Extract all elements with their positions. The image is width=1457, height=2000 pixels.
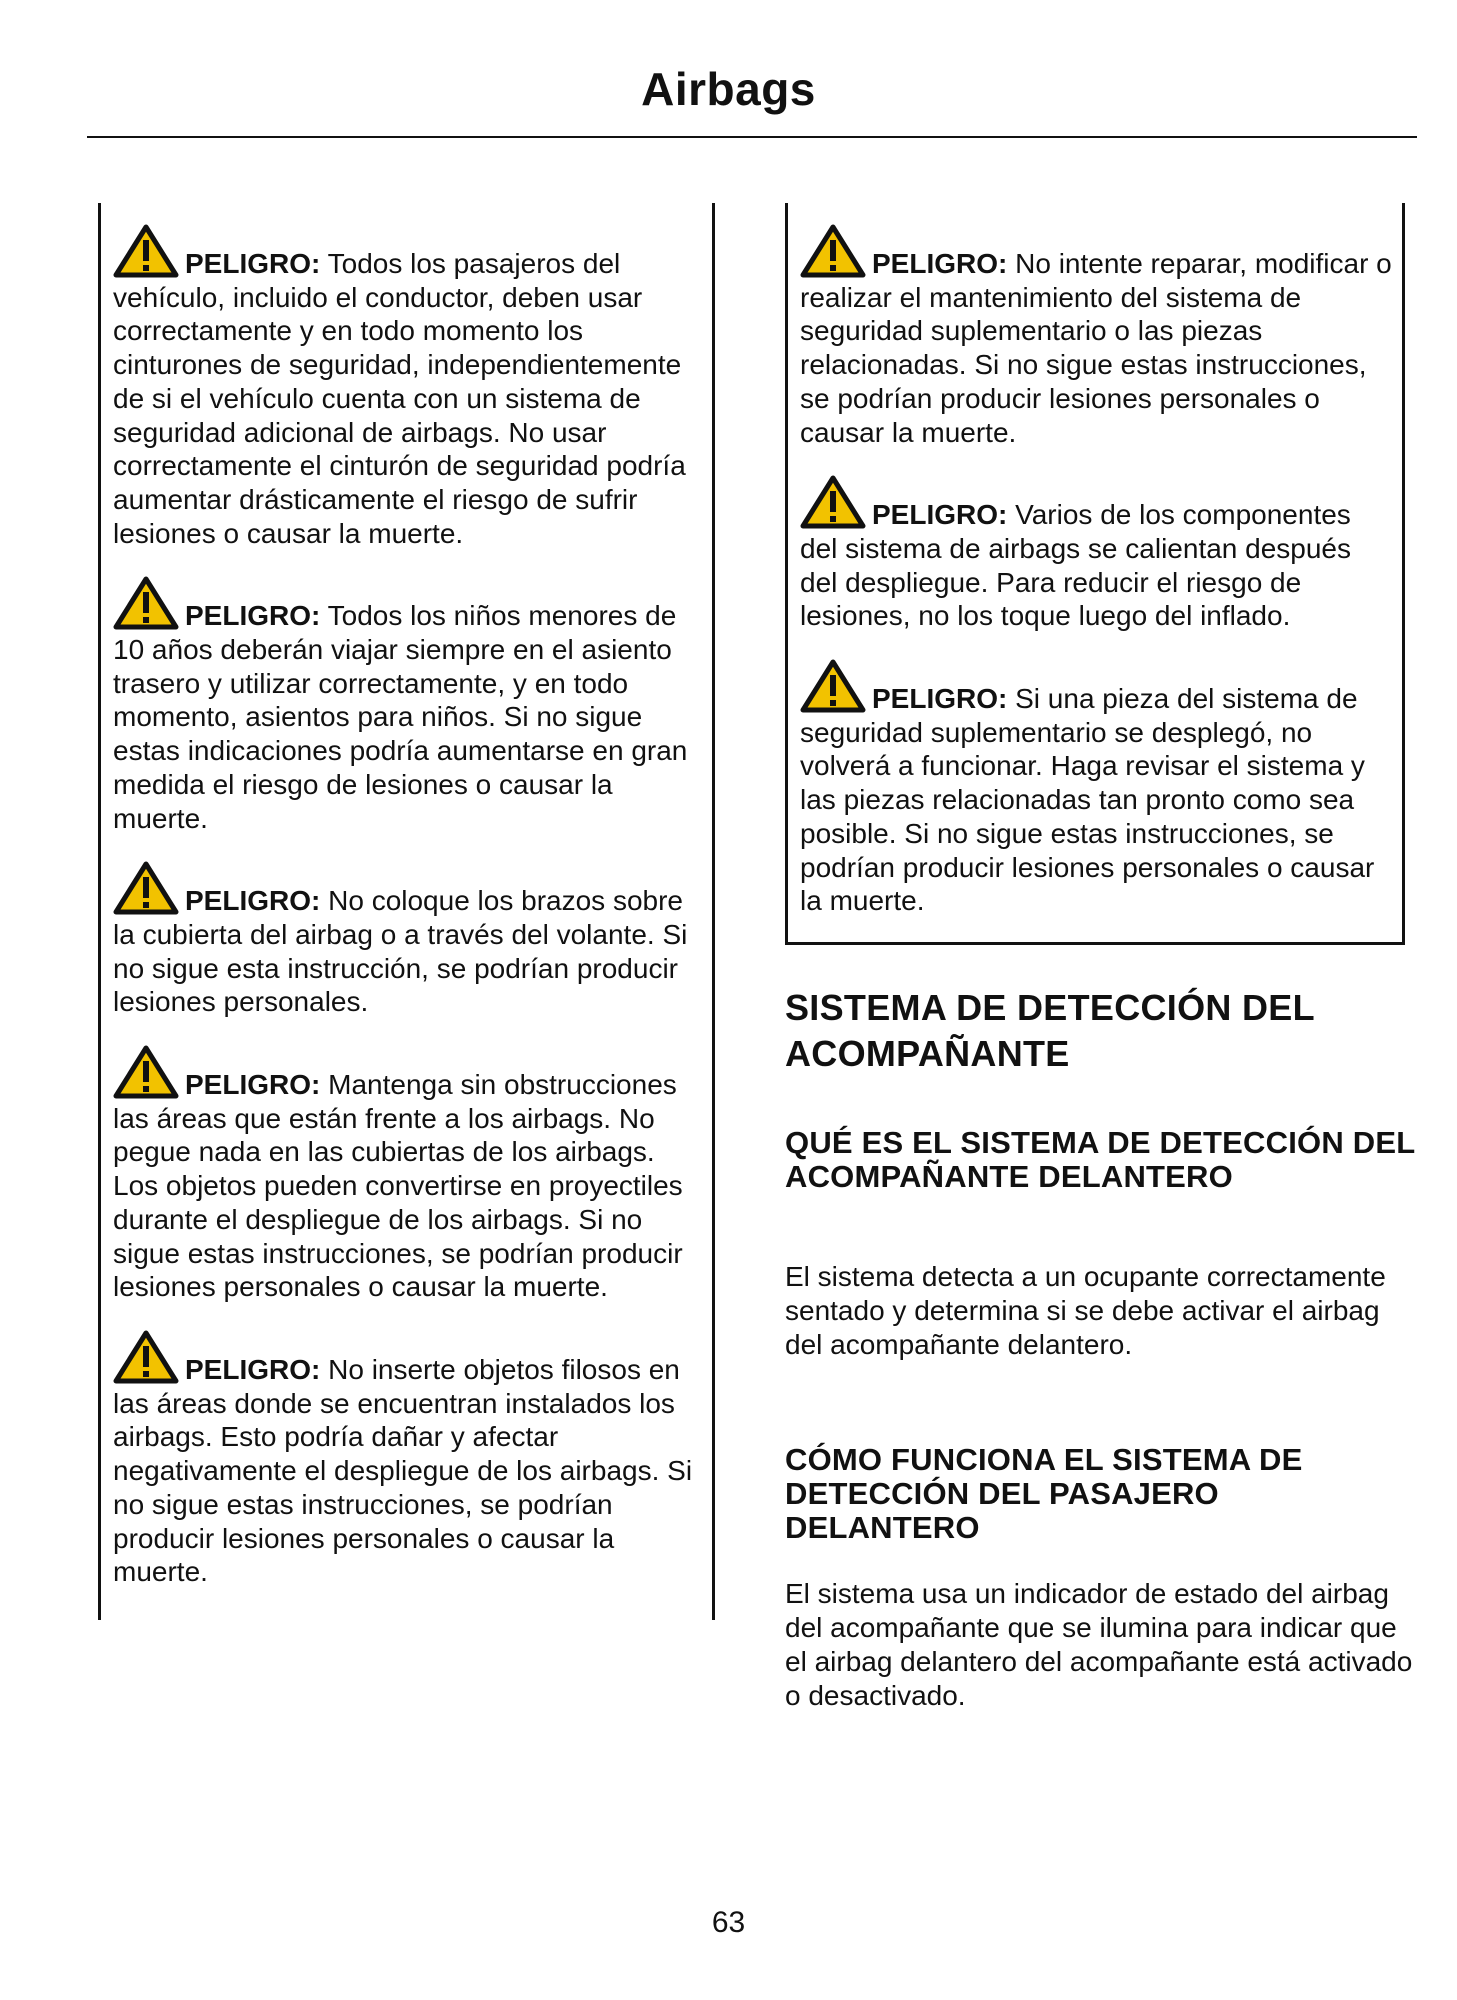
warning-block [800,658,1392,918]
right-warning-box [785,203,1405,945]
warning-triangle-icon [113,575,179,631]
warning-label: PELIGRO: [872,683,1008,715]
warning-label: PELIGRO: [185,1353,321,1385]
warning-text: Todos los niños menores de 10 años deberán viajar siempre en el asiento trasero y utilizar correctamente, y en todo momento, asientos para niños. Si no sigue estas indicaciones podría aumentarse en gran medida el riesgo de lesiones o causar la muerte. [113,600,688,834]
page-title: Airbags [641,63,816,115]
warning-label: PELIGRO: [185,885,321,917]
subsection-body-how-it-works: El sistema usa un indicador de estado del airbag del acompañante que se ilumina para indicar que el airbag delantero del acompañante está activado o desactivado. [785,1578,1413,1711]
warning-text: No coloque los brazos sobre la cubierta del airbag o a través del volante. Si no sigue esta instrucción, se podrían producir lesiones personales. [113,885,688,1018]
section-title: SISTEMA DE DETECCIÓN DEL ACOMPAÑANTE [785,987,1315,1074]
warning-text: Si una pieza del sistema de seguridad suplementario se desplegó, no volverá a funcionar. Haga revisar el sistema y las piezas relacionadas tan pronto como sea posible. Si no sigue estas instrucciones, se podrían producir lesiones personales o causar la muerte. [800,683,1375,917]
warning-block [113,575,702,835]
warning-triangle-icon [800,474,866,530]
warning-triangle-icon [113,1044,179,1100]
subsection-title-how-it-works: CÓMO FUNCIONA EL SISTEMA DE DETECCIÓN DEL PASAJERO DELANTERO [785,1442,1303,1545]
warning-label: PELIGRO: [185,600,321,632]
warning-block [800,474,1392,633]
warning-triangle-icon [800,658,866,714]
warning-label: PELIGRO: [185,1069,321,1101]
subsection-title-what-is: QUÉ ES EL SISTEMA DE DETECCIÓN DEL ACOMPAÑANTE DELANTERO [785,1125,1415,1194]
warning-label: PELIGRO: [185,248,321,279]
warning-text: Mantenga sin obstrucciones las áreas que están frente a los airbags. No pegue nada en las cubiertas de los airbags. Los objetos pueden convertirse en proyectiles durante el despliegue de los airbags. Si no sigue estas instrucciones, se podrían producir lesiones personales o causar la muerte. [113,1069,683,1303]
warning-block [113,1329,702,1589]
warning-text: No intente reparar, modificar o realizar el mantenimiento del sistema de seguridad suplementario o las piezas relacionadas. Si no sigue estas instrucciones, se podrían producir lesiones personales o causar la muerte. [800,248,1392,448]
page-number: 63 [711,1906,746,1939]
warning-triangle-icon [113,860,179,916]
warning-block [113,860,702,1019]
warning-block [113,1044,702,1304]
warning-text: Todos los pasajeros del vehículo, incluido el conductor, deben usar correctamente y en todo momento los cinturones de seguridad, independientemente de si el vehículo cuenta con un sistema de seguridad adicional de airbags. No usar correctamente el cinturón de seguridad podría aumentar drásticamente el riesgo de sufrir lesiones o causar la muerte. [113,248,686,549]
warning-label: PELIGRO: [872,499,1008,531]
warning-text: Varios de los componentes del sistema de airbags se calientan después del despliegue. Para reducir el riesgo de lesiones, no los toque luego del inflado. [800,499,1352,632]
header-divider [87,136,1417,138]
warning-triangle-icon [113,223,179,279]
warning-label: PELIGRO: [872,248,1008,279]
warning-block [113,223,702,550]
warning-triangle-icon [800,223,866,279]
warning-text: No inserte objetos filosos en las áreas donde se encuentran instalados los airbags. Esto podría dañar y afectar negativamente el despliegue de los airbags. Si no sigue estas instrucciones, se podrían producir lesiones personales o causar la muerte. [113,1353,693,1588]
left-warning-column [98,203,715,1620]
subsection-body-what-is: El sistema detecta a un ocupante correctamente sentado y determina si se debe activar el airbag del acompañante delantero. [785,1261,1386,1360]
warning-block [800,223,1392,449]
warning-triangle-icon [113,1329,179,1385]
